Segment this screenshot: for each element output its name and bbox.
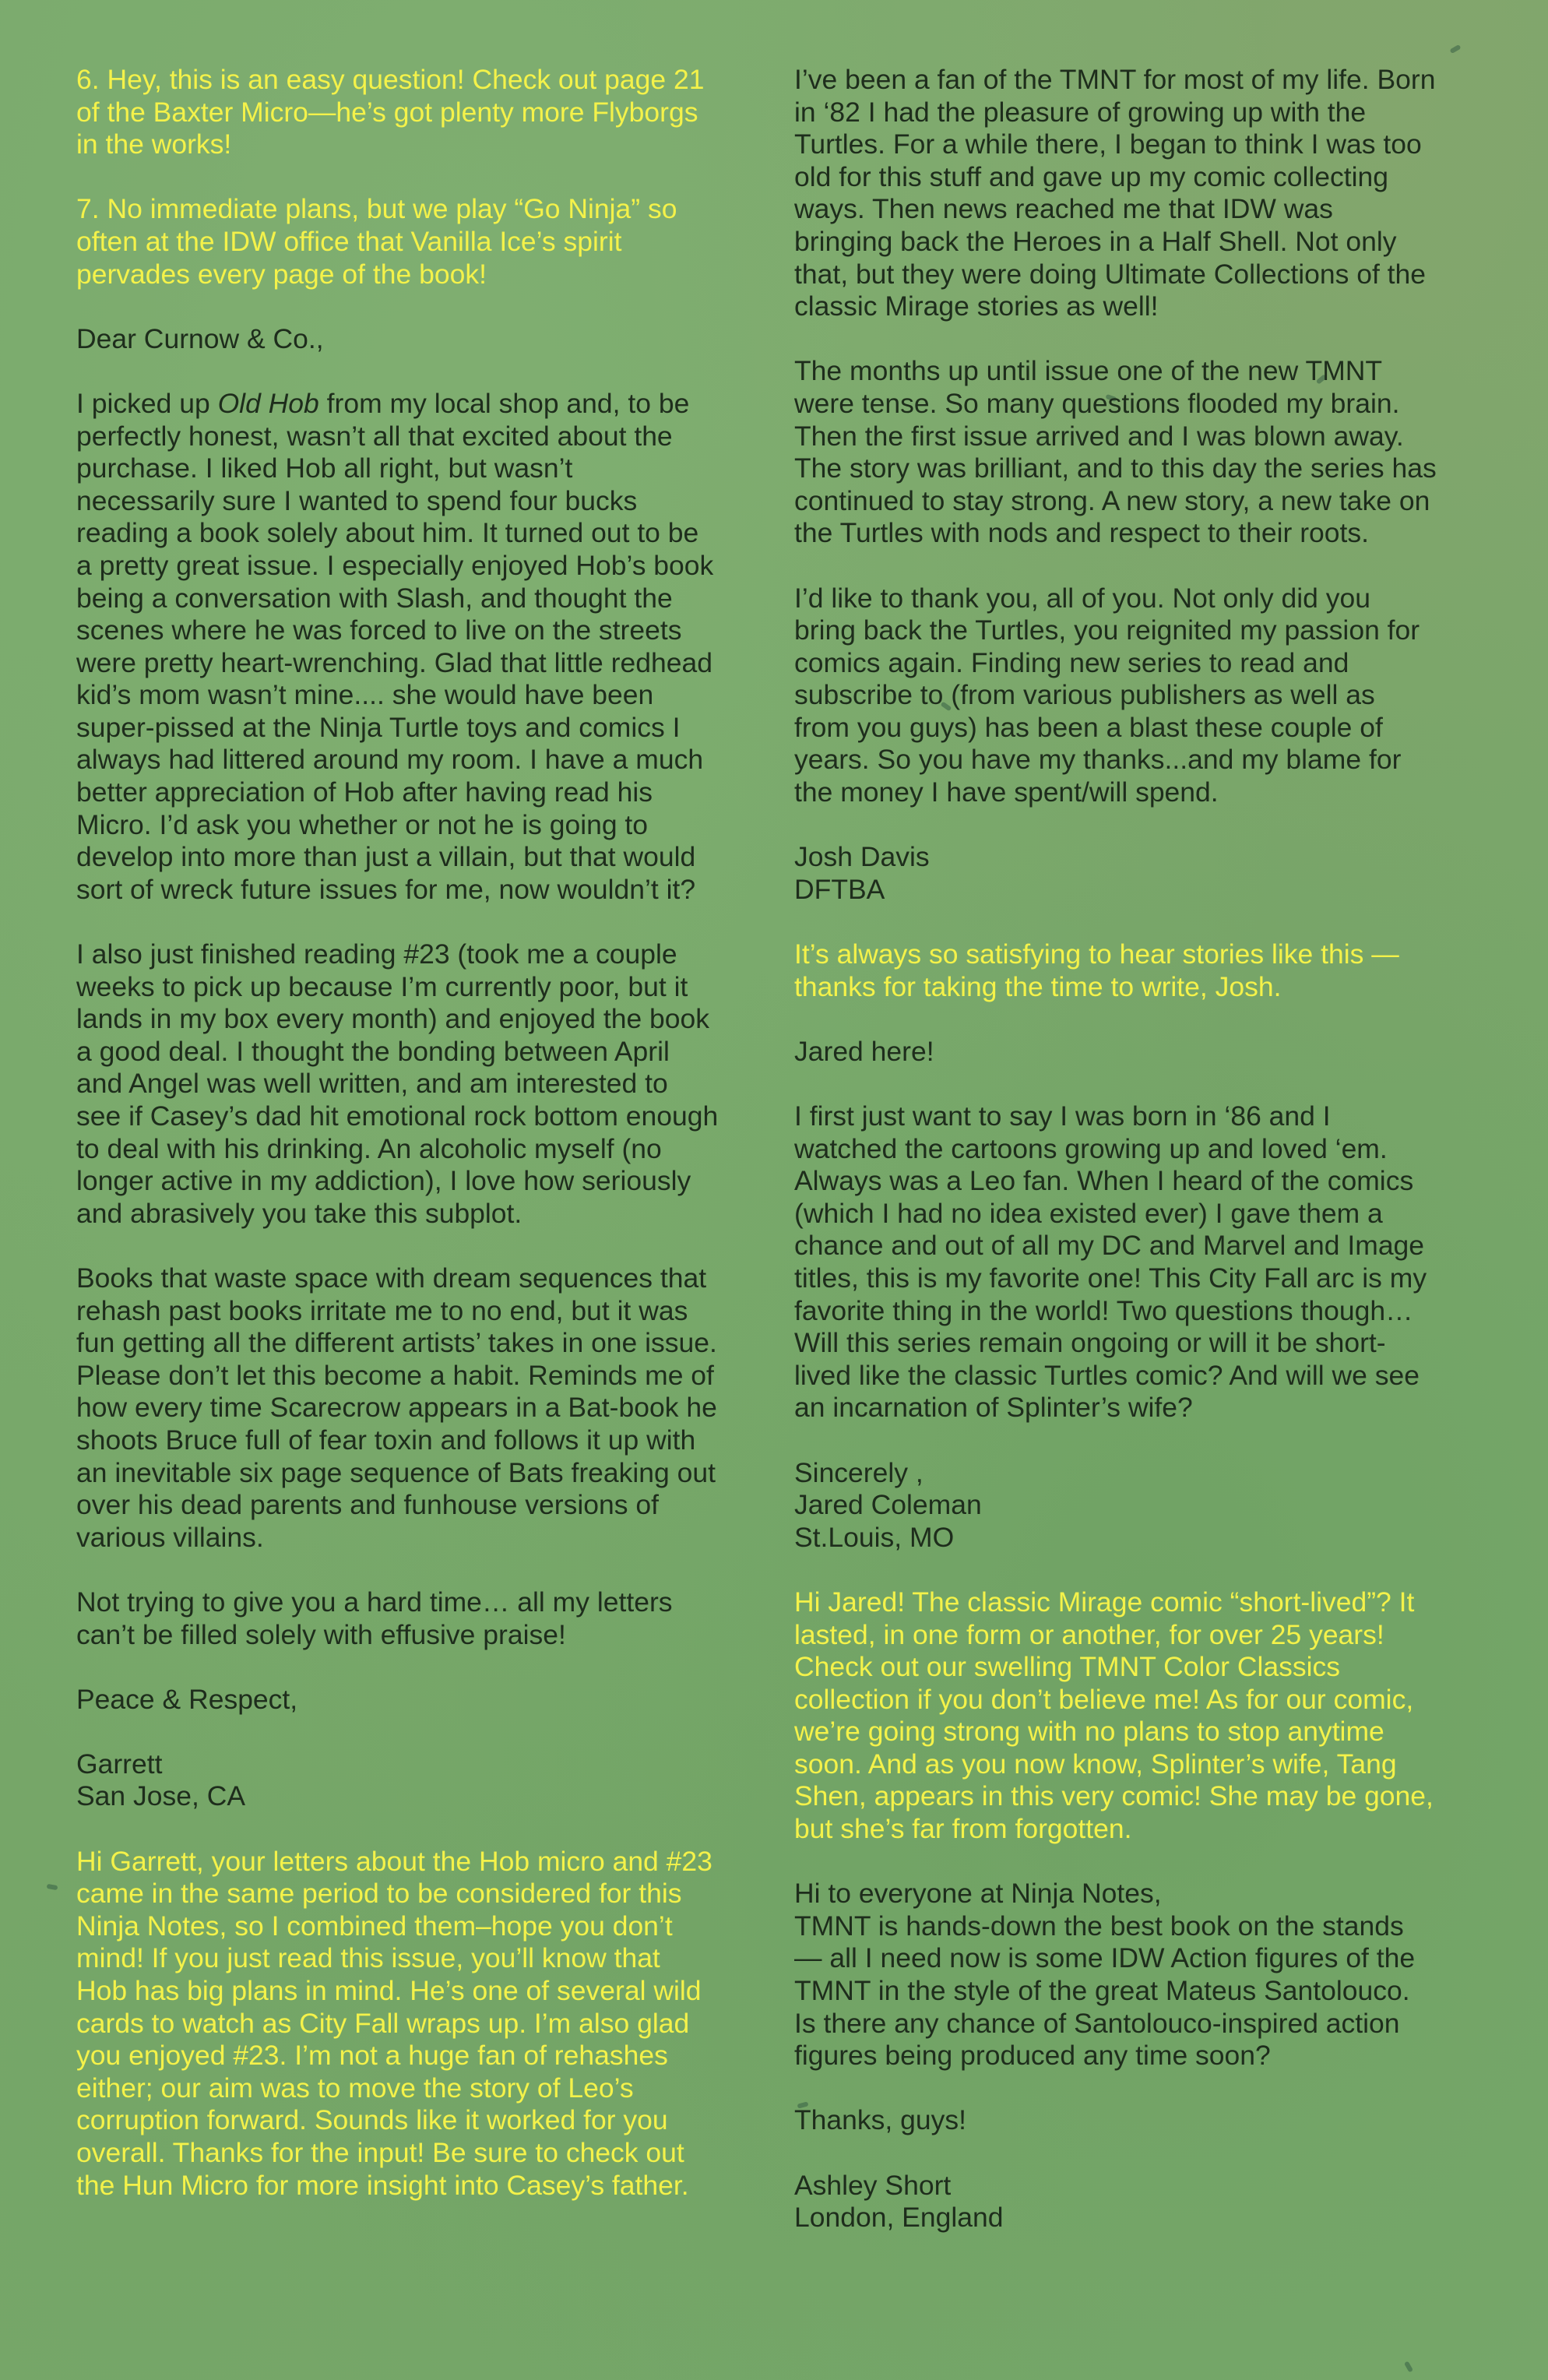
letter-paragraph: Not trying to give you a hard time… all my letters can’t be filled solely with effusive praise!	[76, 1586, 673, 1650]
letter-signature: Garrett San Jose, CA	[76, 1748, 246, 1812]
letter-signature: Sincerely , Jared Coleman St.Louis, MO	[794, 1456, 982, 1553]
editor-reply: 7. No immediate plans, but we play “Go Ninja” so often at the IDW office that Vanilla Ice’s spirit pervades every page of the book!	[76, 193, 677, 290]
texture-speck	[47, 1884, 58, 1890]
texture-speck	[1404, 2361, 1413, 2372]
letter-salutation: Dear Curnow & Co.,	[76, 322, 324, 354]
letter-paragraph: The months up until issue one of the new TMNT were tense. So many questions flooded my brain. Then the first issue arrived and I was blown away. The story was brilliant, and to this day the series has continued to stay strong. A new story, a new take on the Turtles with nods and respect to their roots.	[794, 355, 1437, 549]
letter-signature: Josh Davis DFTBA	[794, 841, 930, 905]
letter-closing: Thanks, guys!	[794, 2104, 966, 2136]
editor-reply: It’s always so satisfying to hear stories like this — thanks for taking the time to write, Josh.	[794, 938, 1399, 1002]
letter-paragraph	[76, 388, 762, 907]
letter-paragraph: Hi to everyone at Ninja Notes, TMNT is hands-down the best book on the stands — all I need now is some IDW Action figures of the TMNT in the style of the great Mateus Santolouco. Is there any chance of Santolouco-inspired action figures being produced any time soon?	[794, 1878, 1416, 2072]
letter-paragraph: I also just finished reading #23 (took me a couple weeks to pick up because I’m currently poor, but it lands in my box every month) and enjoyed the book a good deal. I thought the bonding between April and Angel was well written, and am interested to see if Casey’s dad hit emotional rock bottom enough to deal with his drinking. An alcoholic myself (no longer active in my addiction), I love how seriously and abrasively you take this subplot.	[76, 938, 719, 1229]
letter-text: from my local shop and, to be perfectly honest, wasn’t all that excited about the purchase. I liked Hob all right, but wasn’t necessarily sure I wanted to spend four bucks reading a book solely about him. It turned out to be a pretty great issue. I especially enjoyed Hob’s book being a conversation with Slash, and thought the scenes where he was forced to live on the streets were pretty heart-wrenching. Glad that little redhead kid’s mom wasn’t mine.... she would have been super-pissed at the Ninja Turtle toys and comics I always had littered around my room. I have a much better appreciation of Hob after having read his Micro. I’d ask you whether or not he is going to develop into more than just a villain, but that would sort of wreck future issues for me, now wouldn’t it?	[76, 387, 714, 905]
editor-reply: Hi Jared! The classic Mirage comic “short-lived”? It lasted, in one form or another, for over 25 years! Check out our swelling TMNT Color Classics collection if you don’t believe me! As for our comic, we’re going strong with no plans to stop anytime soon. And as you now know, Splinter’s wife, Tang Shen, appears in this very comic! She may be gone, but she’s far from forgotten.	[794, 1586, 1434, 1845]
editor-reply: Hi Garrett, your letters about the Hob micro and #23 came in the same period to be considered for this Ninja Notes, so I combined them–hope you don’t mind! If you just read this issue, you’ll know that Hob has big plans in mind. He’s one of several wild cards to watch as City Fall wraps up. I’m also glad you enjoyed #23. I’m not a huge fan of rehashes either; our aim was to move the story of Leo’s corruption forward. Sounds like it worked for you overall. Thanks for the input! Be sure to check out the Hun Micro for more insight into Casey’s father.	[76, 1845, 712, 2201]
letter-text: I picked up	[76, 387, 218, 419]
left-column	[76, 64, 762, 2234]
right-column	[794, 64, 1479, 2266]
letter-paragraph: I’ve been a fan of the TMNT for most of my life. Born in ‘82 I had the pleasure of growing up with the Turtles. For a while there, I began to think I was too old for this stuff and gave up my comic collecting ways. Then news reached me that IDW was bringing back the Heroes in a Half Shell. Not only that, but they were doing Ultimate Collections of the classic Mirage stories as well!	[794, 64, 1436, 322]
letter-closing: Peace & Respect,	[76, 1683, 298, 1715]
letter-paragraph: Books that waste space with dream sequences that rehash past books irritate me to no end, but it was fun getting all the different artists’ takes in one issue. Please don’t let this become a habit. Reminds me of how every time Scarecrow appears in a Bat-book he shoots Bruce full of fear toxin and follows it up with an inevitable six page sequence of Bats freaking out over his dead parents and funhouse versions of various villains.	[76, 1262, 717, 1553]
letter-signature: Ashley Short London, England	[794, 2169, 1004, 2234]
letter-paragraph: I first just want to say I was born in ‘86 and I watched the cartoons growing up and loved ‘em. Always was a Leo fan. When I heard of the comics (which I had no idea existed ever) I gave them a chance and out of all my DC and Marvel and Image titles, this is my favorite one! This City Fall arc is my favorite thing in the world! Two questions though… Will this series remain ongoing or will it be short- lived like the classic Turtles comic? And will we see an incarnation of Splinter’s wife?	[794, 1100, 1427, 1424]
letter-paragraph: I’d like to thank you, all of you. Not only did you bring back the Turtles, you reignited my passion for comics again. Finding new series to read and subscribe to (from various publishers as well as from you guys) has been a blast these couple of years. So you have my thanks...and my blame for the money I have spent/will spend.	[794, 582, 1420, 808]
editor-reply: 6. Hey, this is an easy question! Check out page 21 of the Baxter Micro—he’s got plenty more Flyborgs in the works!	[76, 64, 705, 160]
comic-title: Old Hob	[217, 387, 319, 419]
letter-salutation: Jared here!	[794, 1035, 934, 1067]
texture-speck	[1449, 44, 1461, 54]
